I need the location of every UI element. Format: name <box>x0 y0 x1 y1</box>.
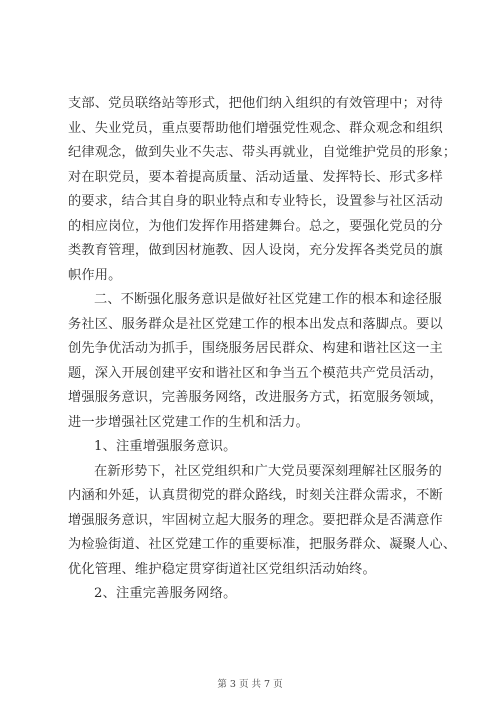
paragraph-service-awareness <box>68 288 443 435</box>
heading-section-2 <box>68 582 432 607</box>
text-line: 进一步增强社区党建工作的生机和活力。 <box>68 414 309 430</box>
heading-section-1 <box>68 435 432 460</box>
paragraph-member-management <box>68 92 457 288</box>
text-line: 支部、党员联络站等形式，把他们纳入组织的有效管理中；对待 <box>68 96 443 111</box>
document-body <box>68 92 457 607</box>
text-line: 为检验街道、社区党建工作的重要标准，把服务群众、凝聚人心、 <box>68 537 457 552</box>
text-line: 务社区、服务群众是社区党建工作的根本出发点和落脚点。要以 <box>68 316 443 332</box>
text-line: 增强服务意识，完善服务网络，改进服务方式，拓宽服务领域， <box>68 390 443 405</box>
text-line: 创先争优活动为抓手，围绕服务居民群众、构建和谐社区这一主 <box>68 341 443 356</box>
text-line: 增强服务意识，牢固树立起大服务的理念。要把群众是否满意作 <box>68 512 443 528</box>
text-line: 在新形势下，社区党组织和广大党员要深刻理解社区服务的 <box>94 463 443 479</box>
text-line: 的相应岗位，为他们发挥作用搭建舞台。总之，要强化党员的分 <box>68 218 443 234</box>
text-line: 题，深入开展创建平安和谐社区和争当五个模范共产党员活动， <box>68 365 443 381</box>
text-line: 二、不断强化服务意识是做好社区党建工作的根本和途径服 <box>94 292 443 307</box>
text-line: 纪律观念，做到失业不失志、带头再就业，自觉维护党员的形象； <box>68 145 457 160</box>
section-heading: 2、注重完善服务网络。 <box>94 586 237 601</box>
text-line: 优化管理、维护稳定贯穿街道社区党组织活动始终。 <box>68 561 376 577</box>
page-footer: 第 3 页 共 7 页 <box>217 679 283 690</box>
text-line: 类教育管理，做到因材施教、因人设岗，充分发挥各类党员的旗 <box>68 243 443 258</box>
text-line: 业、失业党员，重点要帮助他们增强党性观念、群众观念和组织 <box>68 120 443 136</box>
paragraph-new-situation <box>68 460 457 583</box>
text-line: 帜作用。 <box>68 267 122 283</box>
section-heading: 1、注重增强服务意识。 <box>94 439 237 454</box>
text-line: 对在职党员，要本着提高质量、活动适量、发挥特长、形式多样 <box>68 169 443 185</box>
text-line: 的要求，结合其自身的职业特点和专业特长，设置参与社区活动 <box>68 194 443 209</box>
text-line: 内涵和外延，认真贯彻党的群众路线，时刻关注群众需求，不断 <box>68 488 443 503</box>
